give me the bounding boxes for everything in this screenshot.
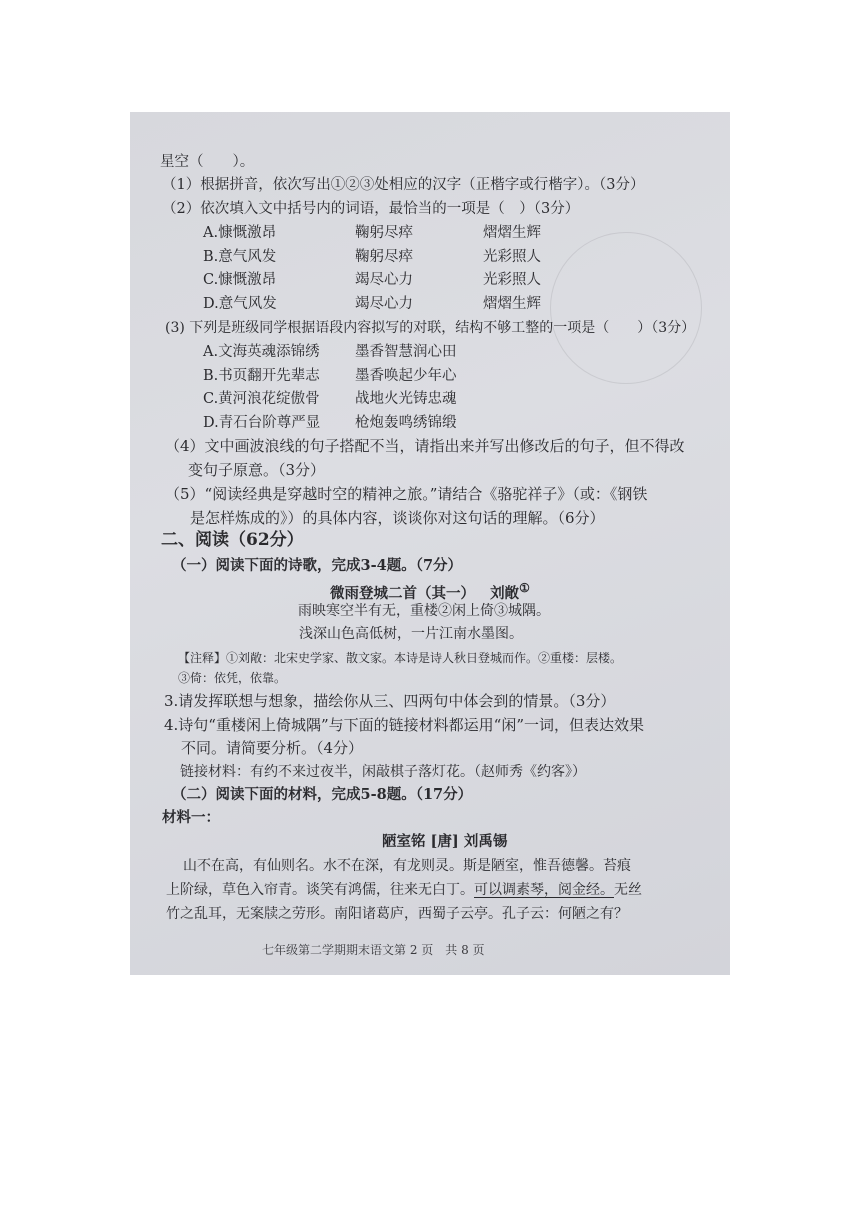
q3-option-d-upper: D.青石台阶尊严显 <box>203 415 321 431</box>
q3-option-a-upper: A.文海英魂添锦绣 <box>203 344 320 360</box>
q3-option-c-upper: C.黄河浪花绽傲骨 <box>203 391 320 407</box>
question-3-poem: 3.请发挥联想与想象，描绘你从三、四两句中体会到的情景。（3分） <box>164 692 616 710</box>
q3-option-b <box>203 366 457 386</box>
q2-option-a-word3: 熠熠生辉 <box>483 225 541 241</box>
page-footer: 七年级第二学期期末语文第 2 页 共 8 页 <box>262 943 485 957</box>
section-title-reading: 二、阅读（62分） <box>161 530 304 550</box>
q2-option-b-word3: 光彩照人 <box>483 249 541 265</box>
essay-line-1: 山不在高，有仙则名。水不在深，有龙则灵。斯是陋室，惟吾德馨。苔痕 <box>183 858 631 874</box>
q2-option-b-word2: 鞠躬尽瘁 <box>355 249 413 265</box>
question-5-line2: 是怎样炼成的》）的具体内容，谈谈你对这句话的理解。（6分） <box>190 509 605 527</box>
poem-author: 刘敞 <box>490 584 520 602</box>
faint-seal-mark <box>550 232 702 384</box>
question-4-poem-line2: 不同。请简要分析。（4分） <box>181 739 364 757</box>
q3-option-a <box>203 342 457 362</box>
essay-line-3: 竹之乱耳，无案牍之劳形。南阳诸葛庐，西蜀子云亭。孔子云：何陋之有？ <box>166 906 628 922</box>
q2-option-d-word3: 熠熠生辉 <box>483 296 541 312</box>
poem-title-text: 微雨登城二首（其一） <box>330 584 475 602</box>
poem-line-1: 雨映寒空半有无，重楼②闲上倚③城隅。 <box>298 603 550 619</box>
q2-option-a-word1: A.慷慨激昂 <box>203 225 277 241</box>
question-4-line1: （4）文中画波浪线的句子搭配不当，请指出来并写出修改后的句子，但不得改 <box>165 437 685 455</box>
q2-option-c-word2: 竭尽心力 <box>355 272 413 288</box>
poem-note-line2: ③倚：依凭，依靠。 <box>178 671 287 685</box>
q2-option-d-word2: 竭尽心力 <box>355 296 413 312</box>
q2-option-b <box>203 247 541 267</box>
poem-author-note-mark: ① <box>519 581 530 595</box>
part2-title: （二）阅读下面的材料，完成5-8题。（17分） <box>172 786 473 803</box>
essay-title: 陋室铭 [唐] 刘禹锡 <box>382 833 508 850</box>
material-one-label: 材料一： <box>162 809 220 826</box>
link-material: 链接材料：有约不来过夜半，闲敲棋子落灯花。（赵师秀《约客》） <box>180 764 586 780</box>
q3-option-d-lower: 枪炮轰鸣绣锦缎 <box>355 415 457 431</box>
q3-option-b-upper: B.书页翻开先辈志 <box>203 368 320 384</box>
question-2: （2）依次填入文中括号内的词语，最恰当的一项是（ ）（3分） <box>162 201 580 217</box>
q3-option-b-lower: 墨香唤起少年心 <box>355 368 457 384</box>
question-4-poem-line1: 4.诗句“重楼闲上倚城隅”与下面的链接材料都运用“闲”一词，但表达效果 <box>164 716 644 734</box>
essay-underlined-sentence: 可以调素琴，阅金经。 <box>474 882 614 898</box>
essay-line-2-end: 无丝 <box>614 882 642 898</box>
q2-option-a-word2: 鞠躬尽瘁 <box>355 225 413 241</box>
question-4-line2: 变句子原意。（3分） <box>188 461 326 479</box>
q2-option-c-word1: C.慷慨激昂 <box>203 272 277 288</box>
q2-option-d-word1: D.意气风发 <box>203 296 277 312</box>
q2-option-a <box>203 223 541 243</box>
question-3: (3) 下列是班级同学根据语段内容拟写的对联，结构不够工整的一项是（ ）（3分） <box>165 320 696 336</box>
q2-option-c-word3: 光彩照人 <box>483 272 541 288</box>
q2-option-c <box>203 270 541 290</box>
xingkong-line: 星空（ ）。 <box>160 154 255 170</box>
q3-option-d <box>203 413 457 433</box>
q3-option-c <box>203 389 457 409</box>
q2-option-b-word1: B.意气风发 <box>203 249 277 265</box>
q3-option-a-lower: 墨香智慧润心田 <box>355 344 457 360</box>
q3-option-c-lower: 战地火光铸忠魂 <box>355 391 457 407</box>
q2-option-d <box>203 294 541 314</box>
essay-line-2 <box>166 880 642 900</box>
question-1: （1）根据拼音，依次写出①②③处相应的汉字（正楷字或行楷字）。（3分） <box>162 177 645 193</box>
poem-note-line1: 【注释】①刘敞：北宋史学家、散文家。本诗是诗人秋日登城而作。②重楼：层楼。 <box>178 651 623 665</box>
question-5-line1: （5）“阅读经典是穿越时空的精神之旅。”请结合《骆驼祥子》（或：《钢铁 <box>165 485 648 503</box>
part1-title: （一）阅读下面的诗歌，完成3-4题。（7分） <box>172 557 463 574</box>
essay-line-2-start: 上阶绿，草色入帘青。谈笑有鸿儒，往来无白丁。 <box>166 882 474 898</box>
poem-title <box>330 578 530 604</box>
poem-line-2: 浅深山色高低树，一片江南水墨图。 <box>299 626 523 642</box>
